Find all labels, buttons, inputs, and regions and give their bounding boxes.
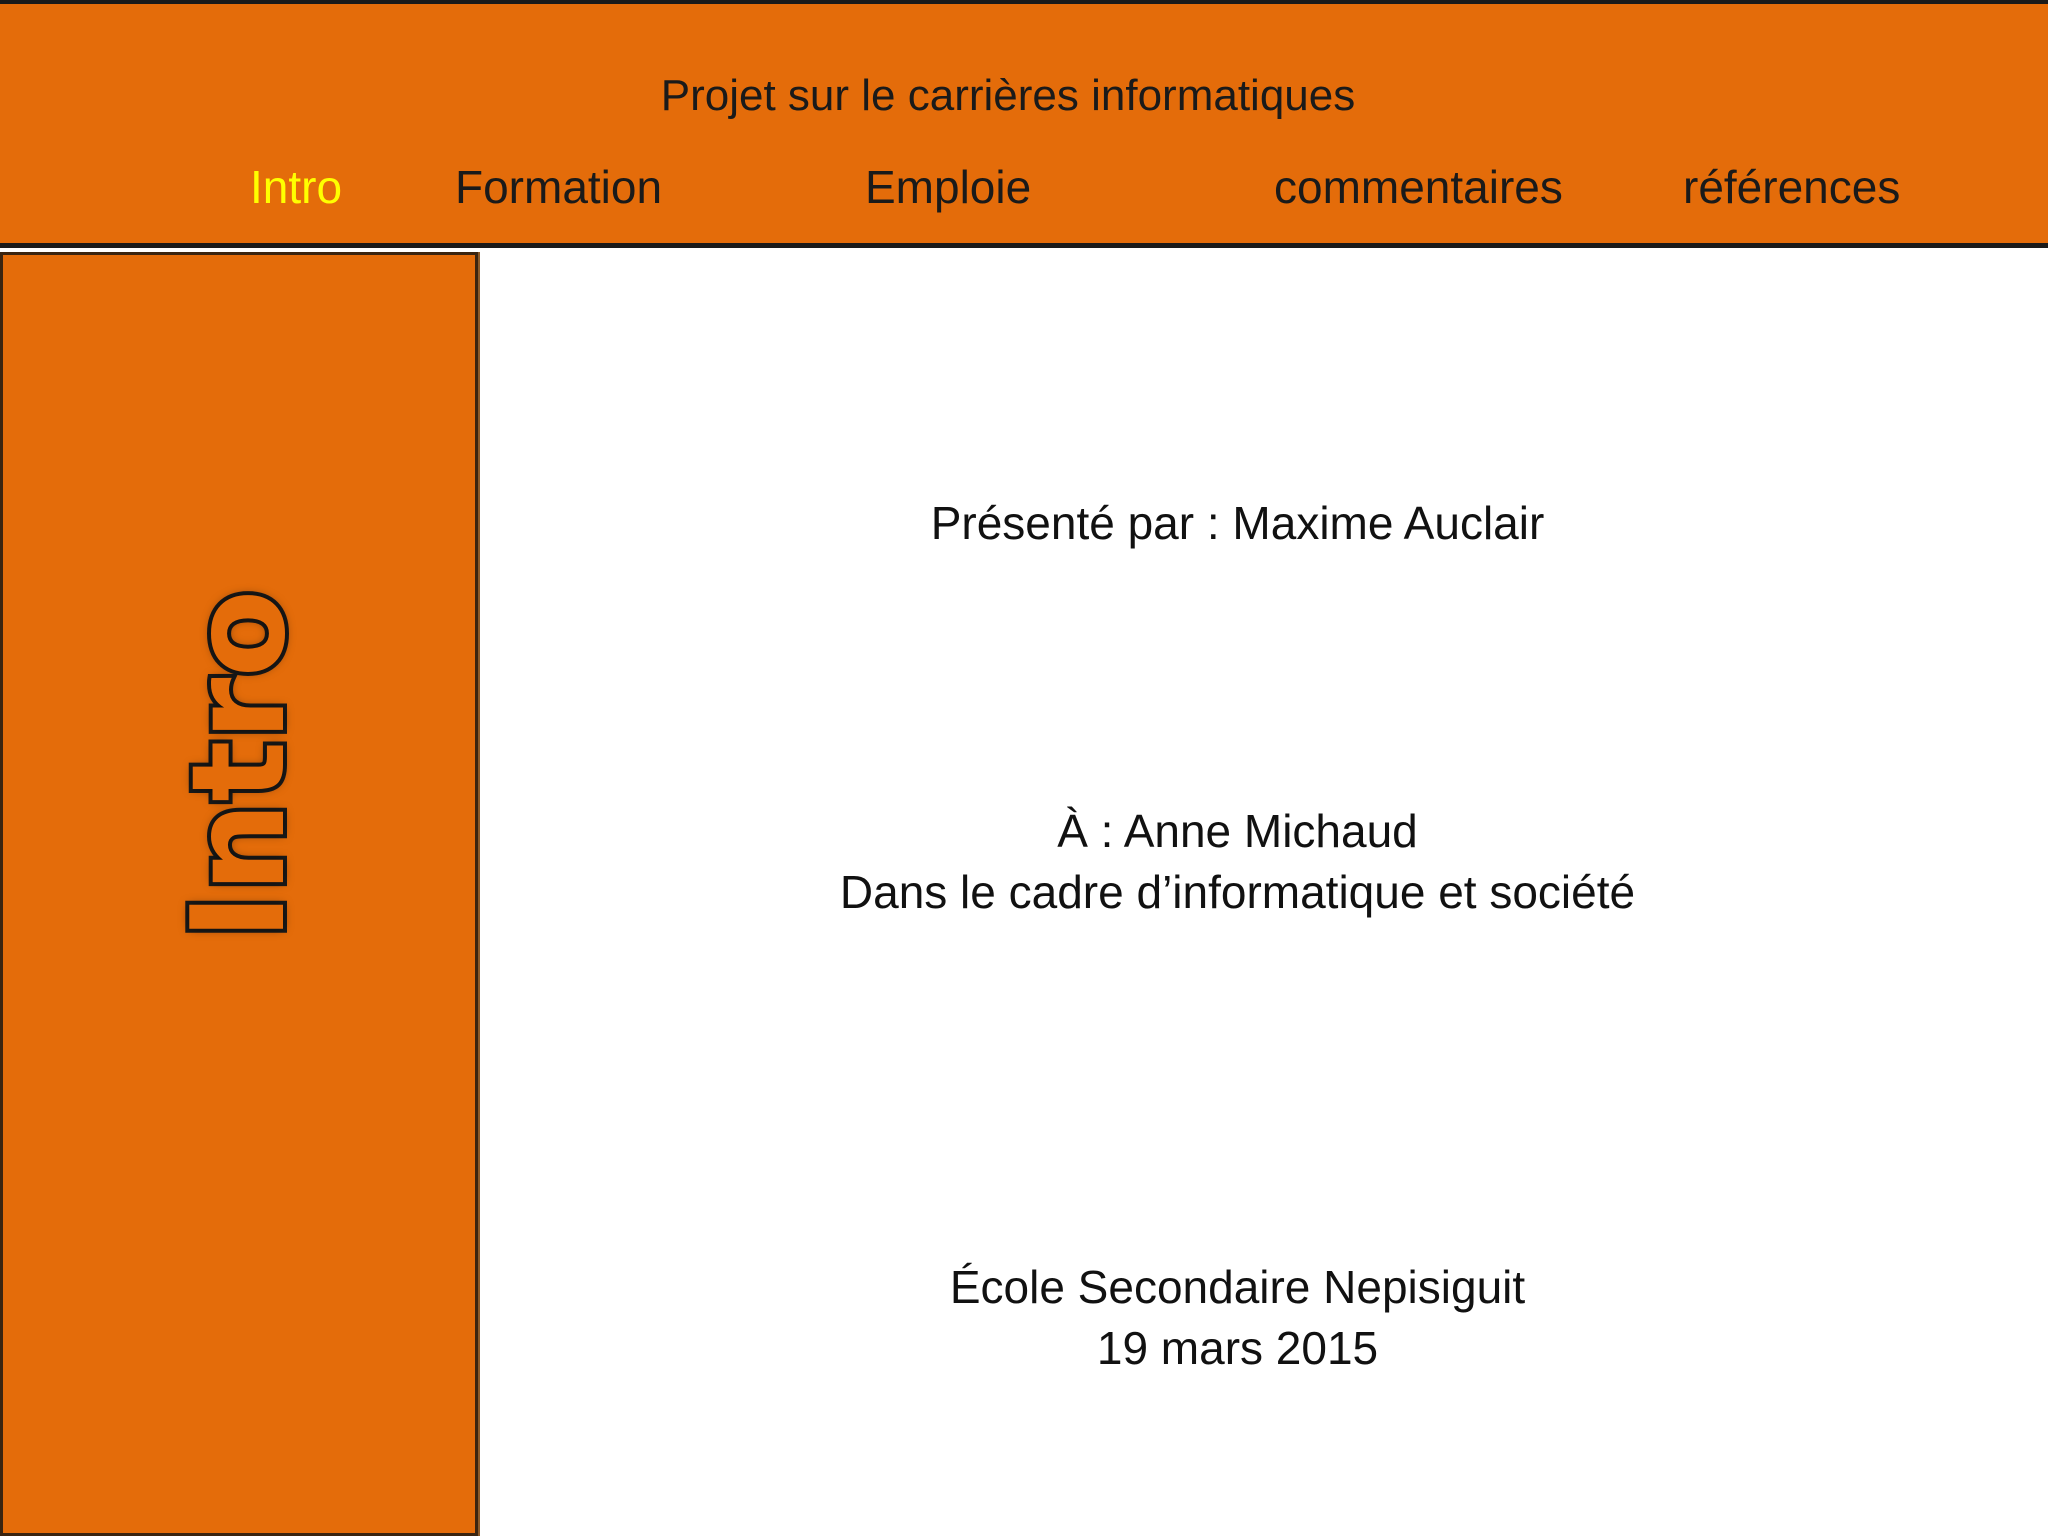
nav-item-references[interactable]: références xyxy=(1683,161,1901,213)
recipient-text: À : Anne Michaud xyxy=(1057,805,1418,857)
nav-item-emploie[interactable]: Emploie xyxy=(865,161,1032,213)
nav-item-intro[interactable]: Intro xyxy=(250,161,343,213)
context-text: Dans le cadre d’informatique et société xyxy=(839,866,1636,918)
page-title: Projet sur le carrières informatiques xyxy=(660,71,1356,120)
school-name: École Secondaire Nepisiguit xyxy=(949,1261,1526,1313)
nav-item-commentaires[interactable]: commentaires xyxy=(1274,161,1563,213)
presenter-text: Présenté par : Maxime Auclair xyxy=(930,497,1545,549)
nav-item-formation[interactable]: Formation xyxy=(455,161,663,213)
main-content xyxy=(480,252,2048,1536)
sidebar-section-label: Intro xyxy=(165,589,314,941)
presentation-date: 19 mars 2015 xyxy=(1096,1322,1379,1374)
header-bar xyxy=(0,0,2048,248)
